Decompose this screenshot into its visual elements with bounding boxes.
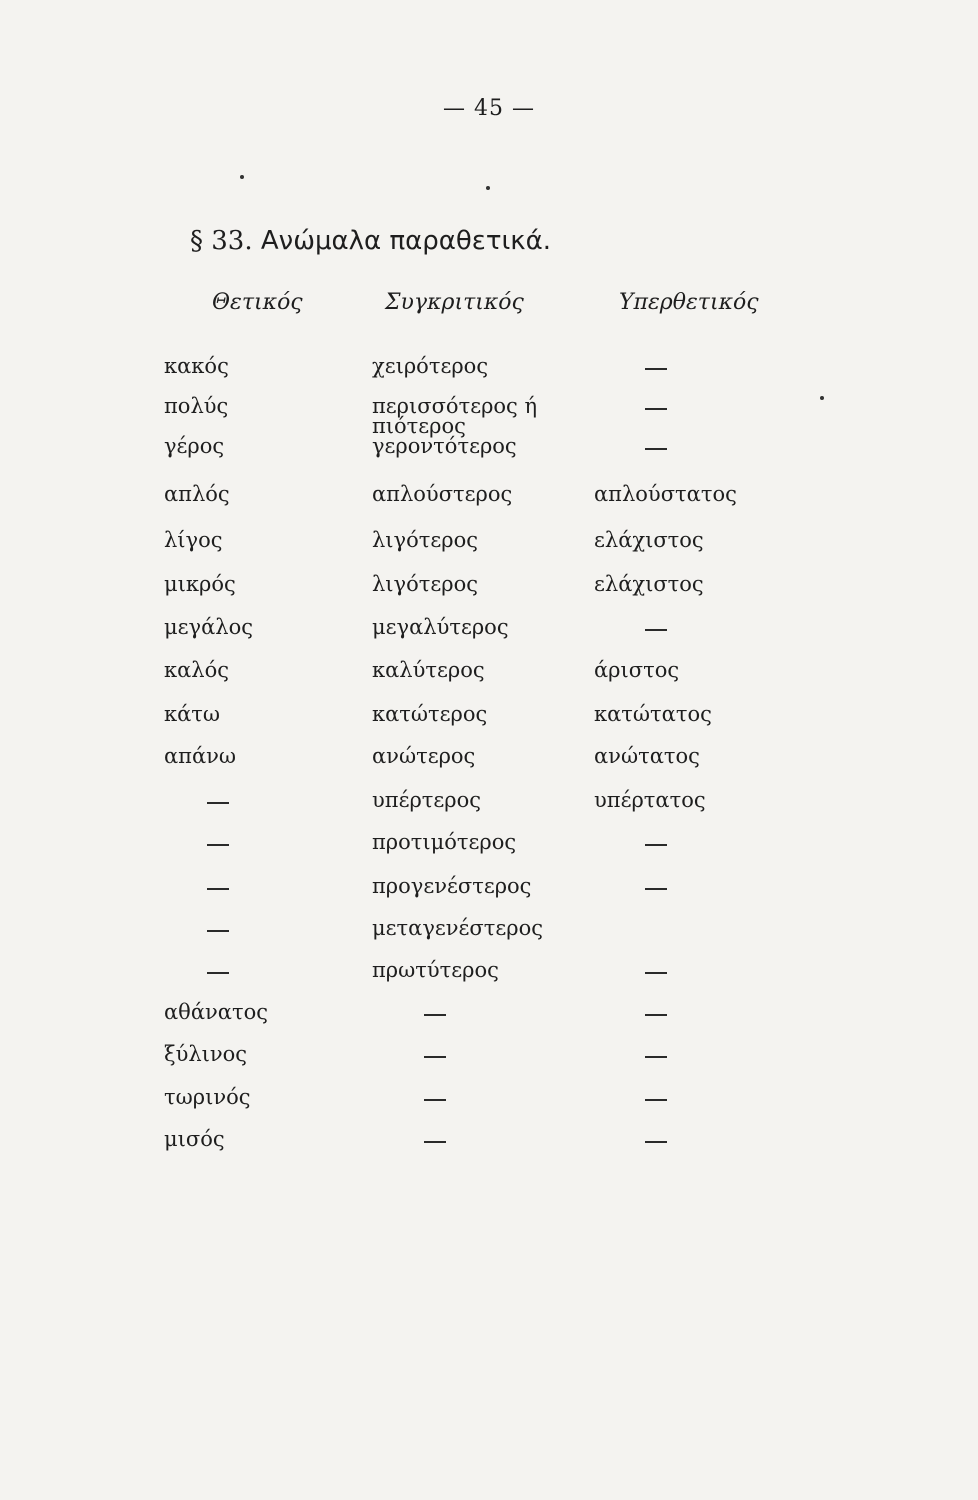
comparative-form: υπέρτερος bbox=[372, 788, 482, 812]
empty-dash bbox=[207, 958, 231, 974]
superlative-form: άριστος bbox=[594, 658, 680, 682]
positive-form: καλός bbox=[164, 658, 230, 682]
stray-mark bbox=[486, 186, 490, 190]
empty-dash bbox=[645, 1000, 669, 1016]
superlative-form: κατώτατος bbox=[594, 702, 712, 726]
empty-dash bbox=[645, 1127, 669, 1143]
superlative-form: ελάχιστος bbox=[594, 572, 704, 596]
empty-dash bbox=[424, 1000, 448, 1016]
empty-dash bbox=[424, 1042, 448, 1058]
positive-form: ξύλινος bbox=[164, 1042, 248, 1066]
empty-dash bbox=[645, 354, 669, 370]
comparative-form: προγενέστερος bbox=[372, 874, 532, 898]
empty-dash bbox=[645, 958, 669, 974]
empty-dash bbox=[207, 830, 231, 846]
positive-form: γέρος bbox=[164, 434, 225, 458]
empty-dash bbox=[645, 830, 669, 846]
comparative-form: προτιμότερος bbox=[372, 830, 517, 854]
superlative-form: ελάχιστος bbox=[594, 528, 704, 552]
comparative-form: απλούστερος bbox=[372, 482, 513, 506]
comparative-form: μεγαλύτερος bbox=[372, 615, 509, 639]
empty-dash bbox=[207, 874, 231, 890]
comparative-form: λιγότερος bbox=[372, 528, 478, 552]
empty-dash bbox=[207, 788, 231, 804]
comparative-form: πρωτύτερος bbox=[372, 958, 499, 982]
superlative-form: απλούστατος bbox=[594, 482, 737, 506]
positive-form: κακός bbox=[164, 354, 229, 378]
section-title: Ανώμαλα παραθετικά. bbox=[260, 226, 552, 256]
empty-dash bbox=[207, 916, 231, 932]
column-header-superlative: Υπερθετικός bbox=[619, 290, 759, 315]
comparative-form-continuation: πιότερος bbox=[372, 414, 466, 438]
positive-form: απάνω bbox=[164, 744, 237, 768]
empty-dash bbox=[424, 1085, 448, 1101]
positive-form: πολύς bbox=[164, 394, 229, 418]
comparative-form: περισσότερος ή bbox=[372, 394, 538, 418]
positive-form: μικρός bbox=[164, 572, 236, 596]
empty-dash bbox=[645, 615, 669, 631]
comparative-form: χειρότερος bbox=[372, 354, 489, 378]
positive-form: μισός bbox=[164, 1127, 225, 1151]
comparative-form: καλύτερος bbox=[372, 658, 485, 682]
positive-form: αθάνατος bbox=[164, 1000, 268, 1024]
empty-dash bbox=[645, 1085, 669, 1101]
stray-mark bbox=[820, 396, 824, 400]
positive-form: τωρινός bbox=[164, 1085, 251, 1109]
positive-form: λίγος bbox=[164, 528, 223, 552]
stray-mark bbox=[240, 175, 244, 179]
column-header-comparative: Συγκριτικός bbox=[385, 290, 524, 315]
comparative-form: μεταγενέστερος bbox=[372, 916, 543, 940]
page-number: — 45 — bbox=[443, 96, 535, 121]
section-heading bbox=[190, 226, 551, 256]
column-header-positive: Θετικός bbox=[212, 290, 303, 315]
superlative-form: υπέρτατος bbox=[594, 788, 706, 812]
comparative-form: λιγότερος bbox=[372, 572, 478, 596]
comparative-form: κατώτερος bbox=[372, 702, 488, 726]
positive-form: κάτω bbox=[164, 702, 221, 726]
comparative-form: γεροντότερος bbox=[372, 434, 517, 458]
positive-form: απλός bbox=[164, 482, 230, 506]
section-number: § 33. bbox=[190, 226, 253, 256]
comparative-form: ανώτερος bbox=[372, 744, 476, 768]
superlative-form: ανώτατος bbox=[594, 744, 700, 768]
empty-dash bbox=[645, 394, 669, 410]
empty-dash bbox=[645, 874, 669, 890]
empty-dash bbox=[645, 434, 669, 450]
positive-form: μεγάλος bbox=[164, 615, 253, 639]
empty-dash bbox=[424, 1127, 448, 1143]
empty-dash bbox=[645, 1042, 669, 1058]
